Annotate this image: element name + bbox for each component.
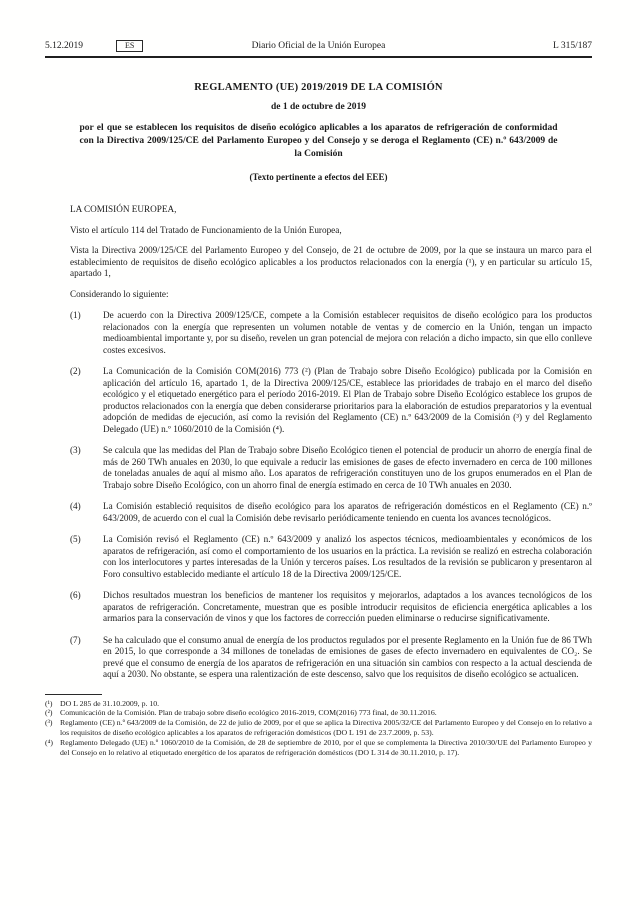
recital-text: Se calcula que las medidas del Plan de Trabajo sobre Diseño Ecológico tienen el potencial de producir un ahorro de energía final de más de 260 TWh anuales en 2030, lo que equivale a reducir las emisiones de gases de efecto invernadero en cerca de 100 millones de toneladas anuales de aquí al mismo año. Los aparatos de refrigeración constituyen uno de los grupos enumerados en el Plan de Trabajo sobre Diseño Ecológico, con un ahorro final de energía estimado en cerca de 10 TWh anuales en 2030.	[103, 445, 592, 490]
language-box	[116, 40, 143, 52]
page-header	[45, 40, 592, 52]
recital-number: (2)	[70, 366, 81, 376]
header-left	[45, 40, 205, 52]
footnote-marker: (³)	[45, 718, 53, 728]
footnote-marker: (¹)	[45, 698, 53, 708]
regulation-subject: por el que se establecen los requisitos de diseño ecológico aplicables a los aparatos de refrigeración de conformidad con la Directiva 2009/125/CE del Parlamento Europeo y del Consejo y se deroga el Reglamento (CE) n.º 643/2009 de la Comisión	[79, 123, 558, 159]
citation-treaty: Visto el artículo 114 del Tratado de Funcionamiento de la Unión Europea,	[70, 224, 342, 235]
header-date: 5.12.2019	[45, 41, 83, 51]
regulation-heading: REGLAMENTO (UE) 2019/2019 DE LA COMISIÓN	[194, 82, 443, 93]
document-body	[70, 204, 592, 681]
recital-1	[70, 310, 592, 356]
considering-line: Considerando lo siguiente:	[70, 288, 169, 299]
footnote-text: DO L 285 de 31.10.2009, p. 10.	[60, 698, 160, 708]
title-block	[45, 82, 592, 182]
recital-text: La Comisión estableció requisitos de diseño ecológico para los aparatos de refrigeración domésticos en el Reglamento (CE) n.º 643/2009, de acuerdo con el cual la Comisión debe revisarlo periódicamente teniendo en cuenta los avances tecnológicos.	[103, 501, 592, 523]
footnote-marker: (⁴)	[45, 738, 53, 748]
recital-number: (4)	[70, 501, 81, 511]
journal-title: Diario Oficial de la Unión Europea	[251, 41, 386, 51]
recital-text: De acuerdo con la Directiva 2009/125/CE, compete a la Comisión establecer requisitos de diseño ecológico para los productos relacionados con la energía que representen un volumen notable de ventas y de comercio en la Unión, tengan un impacto medioambiental importante y, por su diseño, revelen un gran potencial de mejora con relación a dicho impacto, sin que ello conlleve costes excesivos.	[103, 310, 592, 355]
recital-number: (1)	[70, 310, 81, 320]
recital-6	[70, 590, 592, 625]
regulation-date: de 1 de octubre de 2019	[270, 102, 367, 112]
footnote-1	[45, 699, 592, 709]
eee-relevance-note: (Texto pertinente a efectos del EEE)	[249, 172, 388, 182]
header-rule	[45, 56, 592, 58]
footnote-text: Reglamento Delegado (UE) n.º 1060/2010 de la Comisión, de 28 de septiembre de 2010, por el que se complementa la Directiva 2010/30/UE del Parlamento Europeo y del Consejo en lo relativo al etiquetado energético de los aparatos de refrigeración domésticos (DO L 314 de 30.11.2010, p. 17).	[60, 738, 592, 758]
recital-4	[70, 501, 592, 524]
recital-text: Se ha calculado que el consumo anual de energía de los productos regulados por el presente Reglamento en la Unión fue de 86 TWh en 2015, lo que corresponde a 34 millones de toneladas de emisiones de gases de efecto invernadero en equivalentes de CO₂. Se prevé que el consumo de energía de los aparatos de refrigeración en una situación sin cambios con respecto a la actual descienda de aquí a 2030. No obstante, se espera una ralentización de este descenso, salvo que los requisitos de diseño ecológico se actualicen.	[103, 634, 592, 679]
recital-number: (7)	[70, 634, 81, 645]
footnote-text: Comunicación de la Comisión. Plan de trabajo sobre diseño ecológico 2016-2019, COM(2016) 773 final, de 30.11.2016.	[60, 708, 437, 718]
footnote-separator	[45, 694, 102, 695]
recital-5	[70, 534, 592, 580]
recital-text: La Comunicación de la Comisión COM(2016) 773 (²) (Plan de Trabajo sobre Diseño Ecológico) publicada por la Comisión en aplicación del artículo 16, apartado 1, de la Directiva 2009/125/CE, establece las prioridades de trabajo en el marco del diseño ecológico y el etiquetado energético para el período 2016-2019. El Plan de Trabajo sobre Diseño Ecológico establece los grupos de productos relacionados con la energía que deben considerarse prioritarios para la elaboración de estudios preparatorios y la eventual adopción de medidas de ejecución, así como la revisión del Reglamento (CE) n.º 643/2009 de la Comisión (³) y del Reglamento Delegado (UE) n.º 1060/2010 de la Comisión (⁴).	[103, 366, 592, 434]
recital-2	[70, 366, 592, 435]
footnote-marker: (²)	[45, 708, 53, 718]
recital-text: Dichos resultados muestran los beneficios de mantener los requisitos y mejorarlos, adaptados a los avances tecnológicos de los aparatos de refrigeración. Concretamente, muestran que es posible introducir requisitos de eficiencia energética aplicables a los armarios para la conservación de vinos y que los factores de corrección pueden eliminarse o reducirse significativamente.	[103, 590, 592, 623]
footnote-3	[45, 718, 592, 738]
recital-number: (5)	[70, 534, 81, 544]
footnote-2	[45, 708, 592, 718]
recital-number: (3)	[70, 445, 81, 455]
language-code: ES	[125, 41, 135, 50]
recital-7	[70, 635, 592, 681]
footnote-text: Reglamento (CE) n.º 643/2009 de la Comisión, de 22 de julio de 2009, por el que se aplica la Directiva 2005/32/CE del Parlamento Europeo y del Consejo en lo relativo a los requisitos de diseño ecológico aplicables a los aparatos de refrigeración domésticos (DO L 191 de 23.7.2009, p. 53).	[60, 718, 592, 738]
recital-number: (6)	[70, 590, 81, 600]
recital-3	[70, 445, 592, 491]
page-reference: L 315/187	[553, 41, 592, 51]
preamble-opening: LA COMISIÓN EUROPEA,	[70, 204, 177, 214]
citation-directive: Vista la Directiva 2009/125/CE del Parlamento Europeo y del Consejo, de 21 de octubre de 2009, por la que se instaura un marco para el establecimiento de requisitos de diseño ecológico aplicables a los productos relacionados con la energía (¹), y en particular su artículo 15, apartado 1,	[70, 245, 592, 278]
footnotes-section	[45, 694, 592, 758]
footnote-4	[45, 738, 592, 758]
recital-text: La Comisión revisó el Reglamento (CE) n.º 643/2009 y analizó los aspectos técnicos, medioambientales y económicos de los aparatos de refrigeración, así como el comportamiento de los usuarios en la práctica. La revisión se realizó en estrecha colaboración con los interlocutores y partes interesadas de la Unión y terceros países. Los resultados de la revisión se publicaron y presentaron al Foro consultivo establecido mediante el artículo 18 de la Directiva 2009/125/CE.	[103, 534, 592, 579]
